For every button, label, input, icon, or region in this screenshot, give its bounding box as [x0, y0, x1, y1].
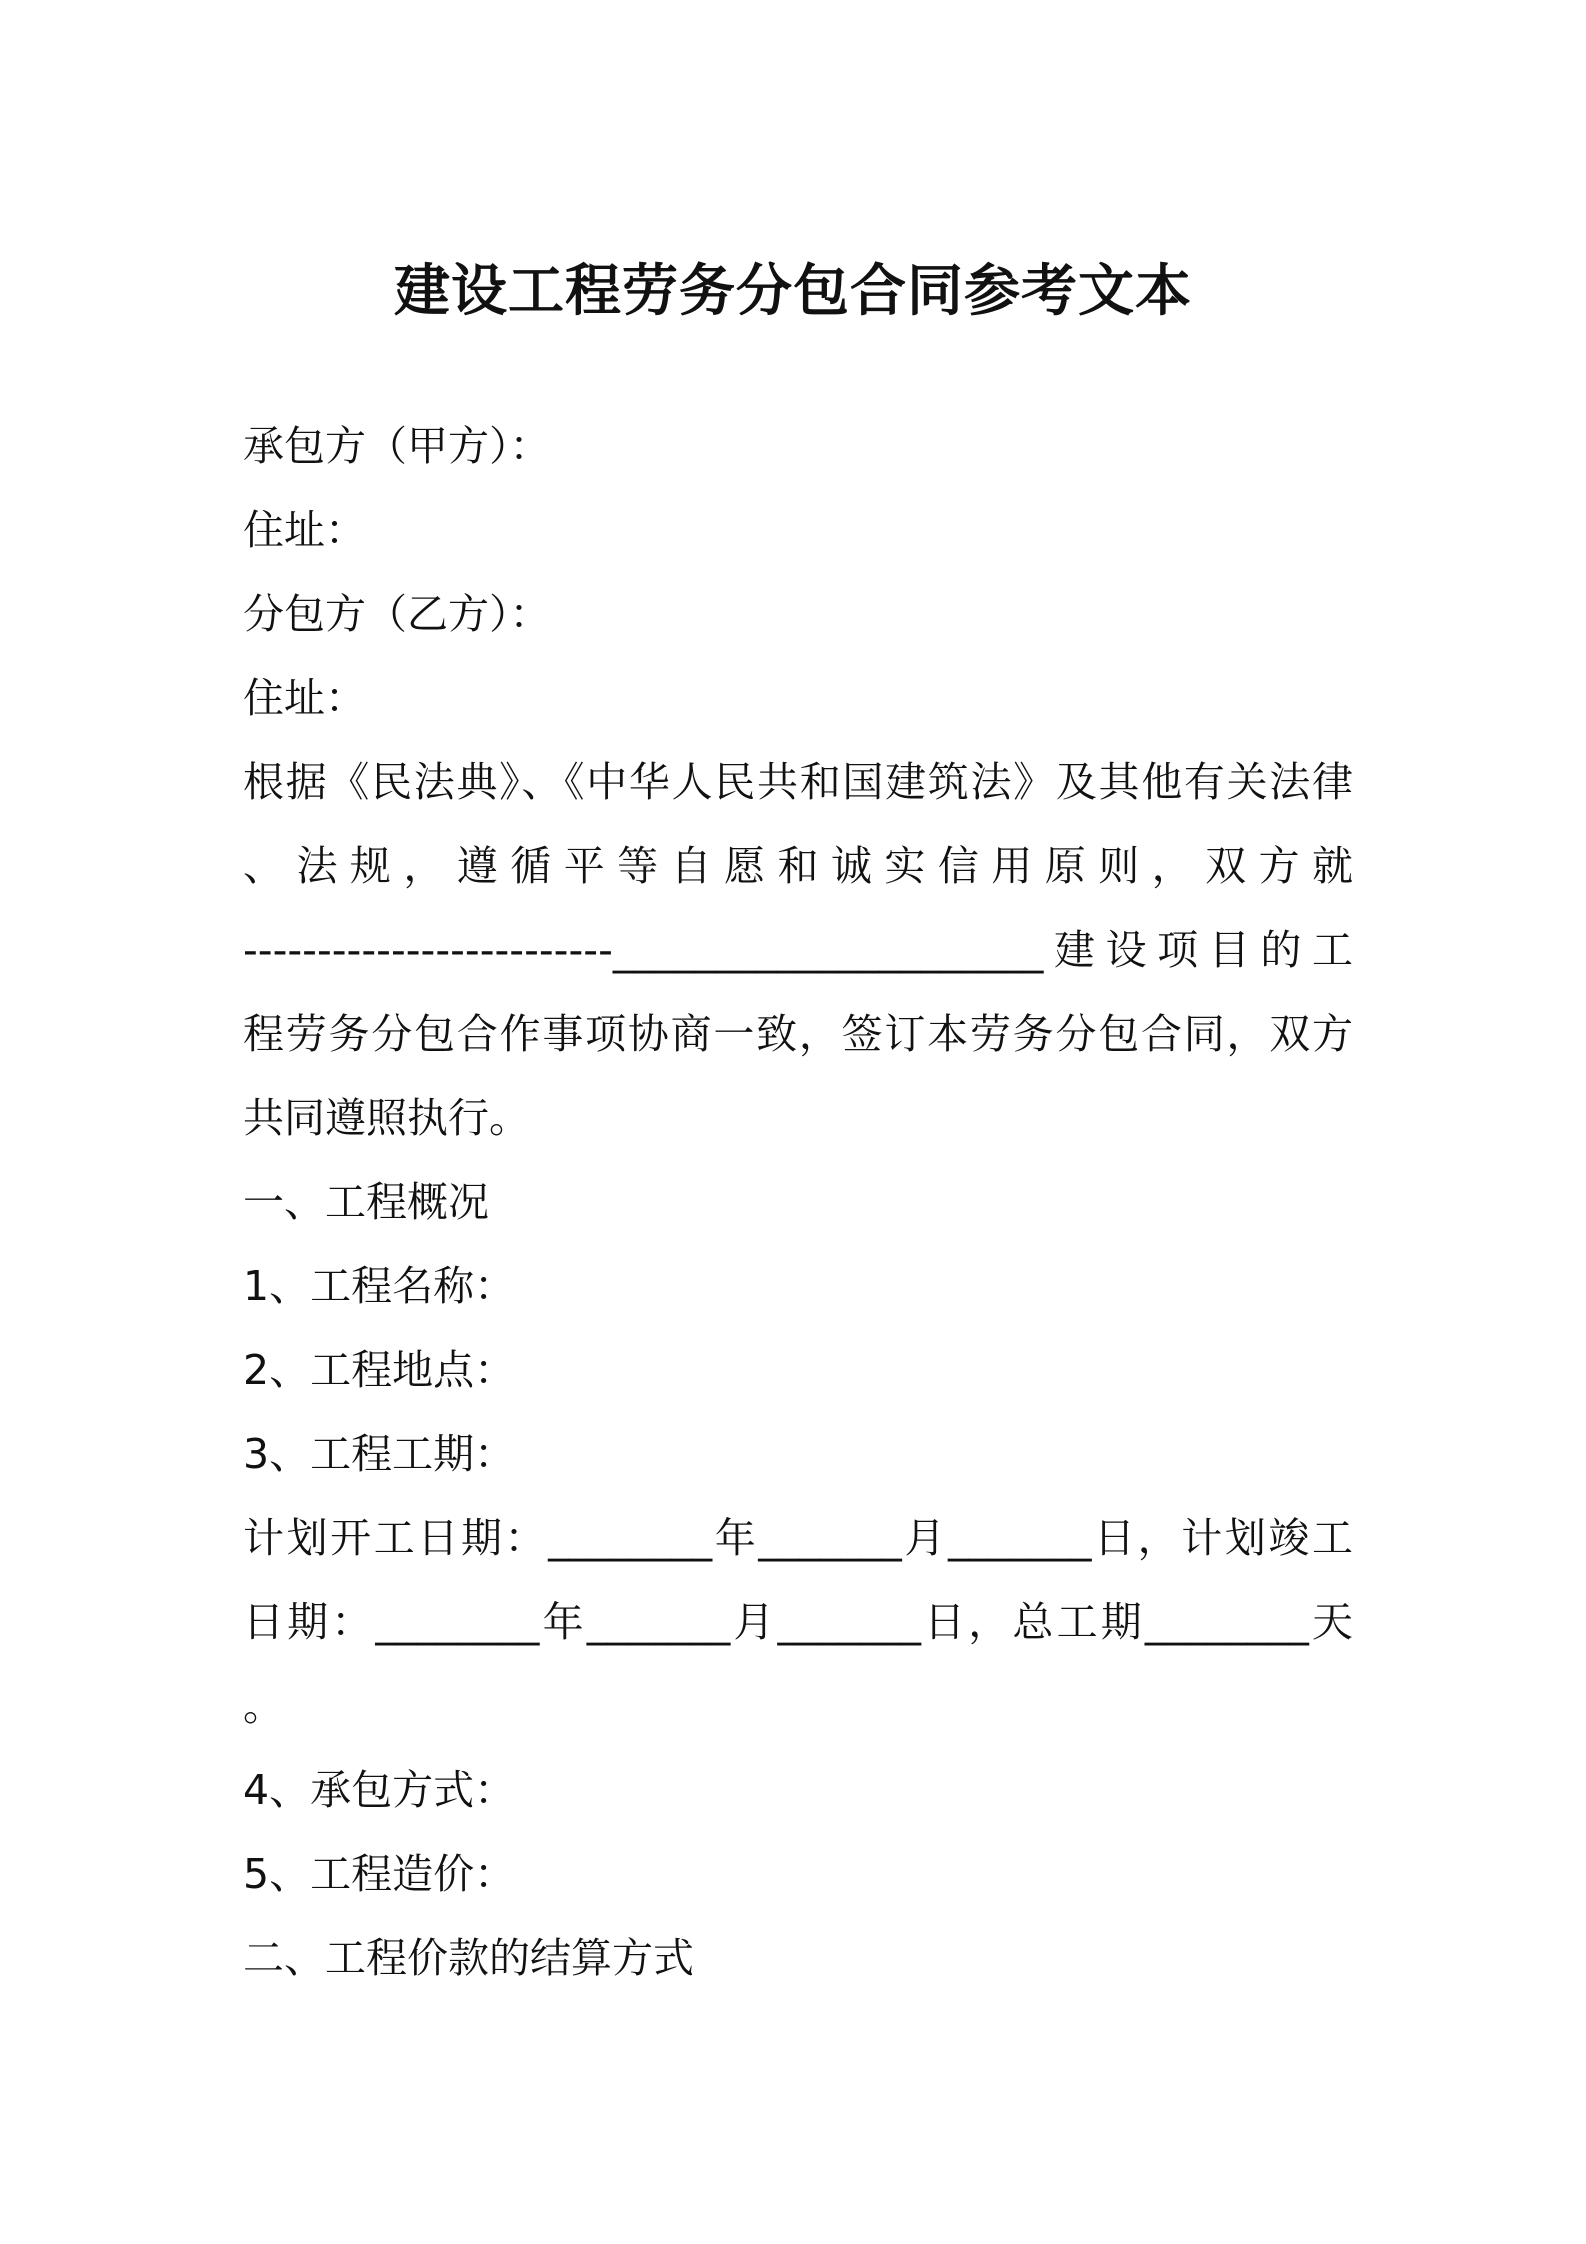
preamble-line-4: 程劳务分包合作事项协商一致，签订本劳务分包合同，双方	[243, 1010, 1353, 1058]
project-duration-field: 3、工程工期：	[243, 1430, 516, 1478]
contract-method-field: 4、承包方式：	[243, 1766, 516, 1814]
party-b-field: 分包方（乙方）：	[243, 590, 551, 638]
project-location-field: 2、工程地点：	[243, 1346, 516, 1394]
document-body	[243, 404, 1353, 2000]
preamble-line-2: 、法规，遵循平等自愿和诚实信用原则，双方就	[243, 842, 1353, 890]
start-date-line: 计划开工日期：________年_______月_______日，计划竣工	[243, 1514, 1353, 1562]
party-a-address-field: 住址：	[243, 506, 366, 554]
party-a-field: 承包方（甲方）：	[243, 422, 551, 470]
section-heading-2: 二、工程价款的结算方式	[243, 1934, 694, 1982]
completion-date-line: 日期：________年_______月_______日，总工期________天	[243, 1598, 1353, 1646]
project-cost-field: 5、工程造价：	[243, 1850, 516, 1898]
preamble-line-3: -------------------------_____________________建设项目的工	[243, 926, 1353, 974]
section-heading-1: 一、工程概况	[243, 1178, 489, 1226]
completion-date-line-end: 。	[243, 1682, 284, 1730]
project-name-field: 1、工程名称：	[243, 1262, 516, 1310]
preamble-line-5: 共同遵照执行。	[243, 1094, 530, 1142]
document-title: 建设工程劳务分包合同参考文本	[394, 259, 1192, 324]
party-b-address-field: 住址：	[243, 674, 366, 722]
preamble-line-1: 根据《民法典》、《中华人民共和国建筑法》及其他有关法律	[243, 758, 1353, 806]
